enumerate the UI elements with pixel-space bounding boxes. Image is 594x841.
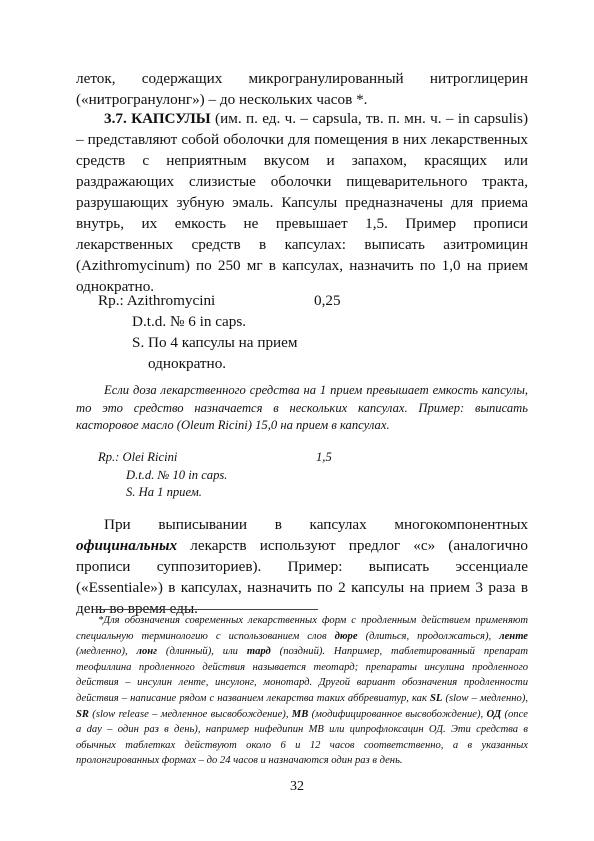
footnote-term: ОД: [486, 708, 502, 720]
page-number: 32: [290, 779, 304, 794]
prescription-castor-oil: [98, 449, 398, 502]
paragraph-continuation: [76, 68, 528, 110]
footnote-text: (длинный), или: [157, 646, 247, 658]
prescription-signa-line: S. На 1 прием.: [126, 485, 202, 499]
footnote-term: лонг: [136, 646, 158, 658]
footnote-text: (once a day – один раз в день), например нифедипин МВ или ципрофлоксацин ОД. Эти средства в обычных таблетках действуют около 6 и 12 часов соответственно, а в указанных пролонгированных формах – до 24 часов и назначаются один раз в день.: [76, 708, 528, 767]
prescription-dose: 0,25: [314, 292, 341, 309]
footnote-text: (slow – медленно),: [442, 692, 528, 704]
prescription-rp-line: Rp.: Azithromycini: [98, 292, 216, 309]
footnote-text: *Для обозначения современных лекарственных форм с продленным действием применяют специальную терминологию с использованием слов: [76, 615, 528, 642]
prescription-dose: 1,5: [316, 450, 332, 464]
footnote-divider: [96, 609, 318, 610]
multicomponent-paragraph: [76, 514, 528, 619]
footnote-text: (медленно),: [76, 646, 137, 658]
footnote-term: SR: [76, 708, 89, 720]
paragraph-line: («нитрогранулонг») – до нескольких часов *.: [76, 91, 368, 108]
prescription-dtd-line: D.t.d. № 6 in caps.: [132, 313, 247, 330]
capsules-paragraph-text: (им. п. ед. ч. – capsula, тв. п. мн. ч. – in capsulis) – представляют собой оболочки для помещения в них лекарственных средств с неприятным вкусом и запахом, красящих или раздражающих слизистые оболочки пищеварительного тракта, разрушающих зубную эмаль. Капсулы предназначены для приема внутрь, их емкость не превышает 1,5. Пример прописи лекарственных средств в капсулах: выписать азитромицин (Azithromycinum) по 250 мг в капсулах, назначить по 1,0 на прием однократно.: [76, 110, 528, 295]
footnote-term: тард: [246, 646, 271, 658]
prescription-line: [98, 290, 398, 311]
footnote-term: MB: [291, 708, 309, 720]
capsules-paragraph: [76, 108, 528, 297]
prescription-line: [98, 449, 398, 467]
footnote-term: дюре: [334, 630, 358, 642]
paragraph-text: лекарств используют предлог «с» (аналогично прописи суппозиториев). Пример: выписать эссенциале («Essentiale») в капсулах, назначить по 2 капсулы на прием 3 раза в день во время еды.: [76, 537, 528, 617]
note-paragraph: Если доза лекарственного средства на 1 прием превышает емкость капсулы, то это средство назначается в нескольких капсулах. Пример: выписать касторовое масло (Oleum Ricini) 15,0 на прием в капсулах.: [76, 383, 528, 432]
footnote-text: (длиться, продолжаться),: [357, 630, 500, 642]
prescription-azithromycin: [98, 290, 398, 374]
footnote-text: (slow release – медленное высвобождение),: [88, 708, 292, 720]
emphasized-term: официнальных: [76, 537, 178, 554]
section-heading: 3.7. КАПСУЛЫ: [104, 110, 211, 127]
footnote-term: SL: [430, 692, 443, 704]
paragraph-line: леток, содержащих микрогранулированный нитроглицерин: [76, 70, 528, 87]
footnote-text: (поздний). Например, таблетированный препарат теофиллина продленного действия называется теотард; препараты инсулина продленного действия – инсулин ленте, инсулонг, монотард. Другой вариант обозначения продленности действия – написание рядом с названием лекарства таких аббревиатур, как: [76, 646, 528, 704]
footnote: [76, 613, 528, 769]
prescription-dtd-line: D.t.d. № 10 in caps.: [126, 467, 228, 482]
footnote-term: ленте: [499, 630, 528, 642]
footnote-text: (модифицированное высвобождение),: [308, 708, 487, 720]
prescription-rp-line: Rp.: Olei Ricini: [98, 450, 178, 464]
paragraph-text: При выписывании в капсулах многокомпонентных: [104, 516, 528, 533]
prescription-signa-line: S. По 4 капсулы на прием: [132, 334, 298, 351]
prescription-signa-continuation: однократно.: [148, 355, 227, 372]
